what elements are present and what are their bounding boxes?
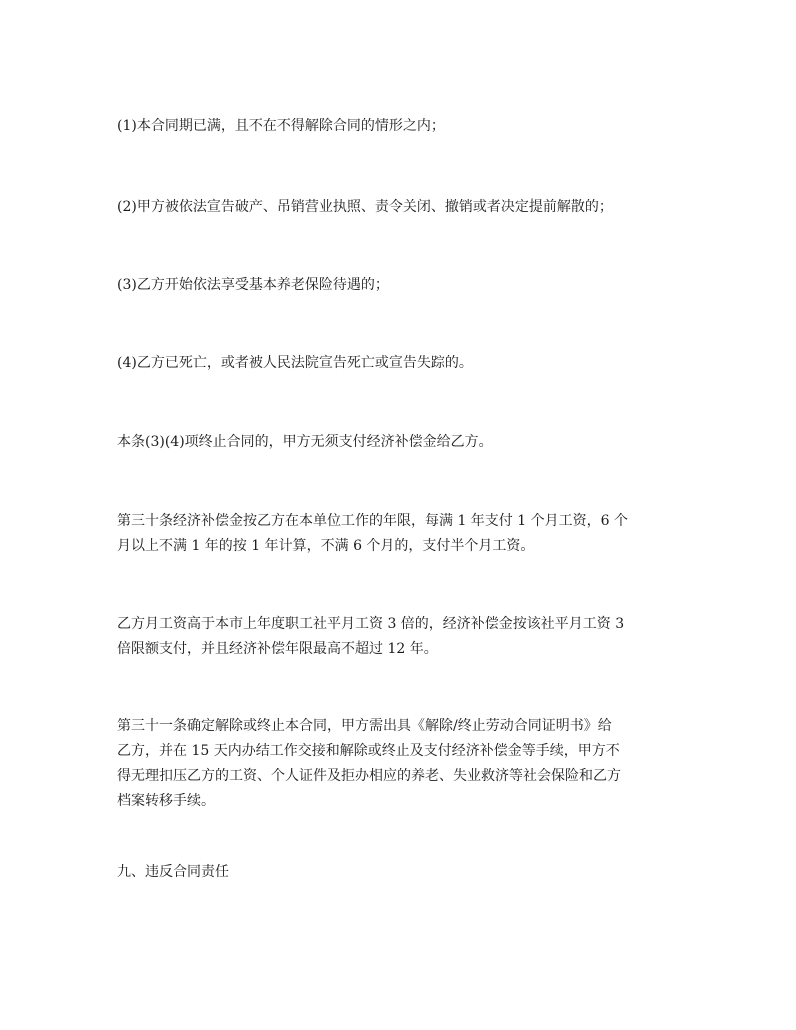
text-line: (1)本合同期已满，且不在不得解除合同的情形之内； — [117, 118, 445, 134]
text-line: 档案转移手续。 — [117, 793, 215, 809]
clause-item-3 — [117, 273, 682, 298]
text-line: 第三十条经济补偿金按乙方在本单位工作的年限，每满 1 年支付 1 个月工资，6 个 — [117, 513, 628, 529]
text-line: 本条(3)(4)项终止合同的，甲方无须支付经济补偿金给乙方。 — [117, 434, 493, 450]
clause-item-4 — [117, 351, 682, 376]
text-line: 乙方月工资高于本市上年度职工社平月工资 3 倍的，经济补偿金按该社平月工资 3 — [117, 616, 625, 632]
clause-item-2 — [117, 195, 682, 220]
article-30 — [117, 509, 682, 559]
text-line: (2)甲方被依法宣告破产、吊销营业执照、责令关闭、撤销或者决定提前解散的； — [117, 199, 613, 215]
text-line: (3)乙方开始依法享受基本养老保险待遇的； — [117, 277, 389, 293]
text-line: 月以上不满 1 年的按 1 年计算，不满 6 个月的，支付半个月工资。 — [117, 538, 535, 554]
text-line: 倍限额支付，并且经济补偿年限最高不超过 12 年。 — [117, 641, 438, 657]
article-31 — [117, 714, 682, 814]
text-line: 第三十一条确定解除或终止本合同，甲方需出具《解除/终止劳动合同证明书》给 — [117, 718, 612, 734]
termination-note — [117, 430, 682, 455]
clause-item-1 — [117, 114, 682, 139]
section-heading-breach-liability — [117, 860, 682, 885]
salary-cap-paragraph — [117, 612, 682, 662]
text-line: 乙方，并在 15 天内办结工作交接和解除或终止及支付经济补偿金等手续，甲方不 — [117, 743, 620, 759]
text-line: 九、违反合同责任 — [117, 864, 229, 880]
text-line: (4)乙方已死亡，或者被人民法院宣告死亡或宣告失踪的。 — [117, 355, 473, 371]
text-line: 得无理扣压乙方的工资、个人证件及拒办相应的养老、失业救济等社会保险和乙方 — [117, 768, 621, 784]
